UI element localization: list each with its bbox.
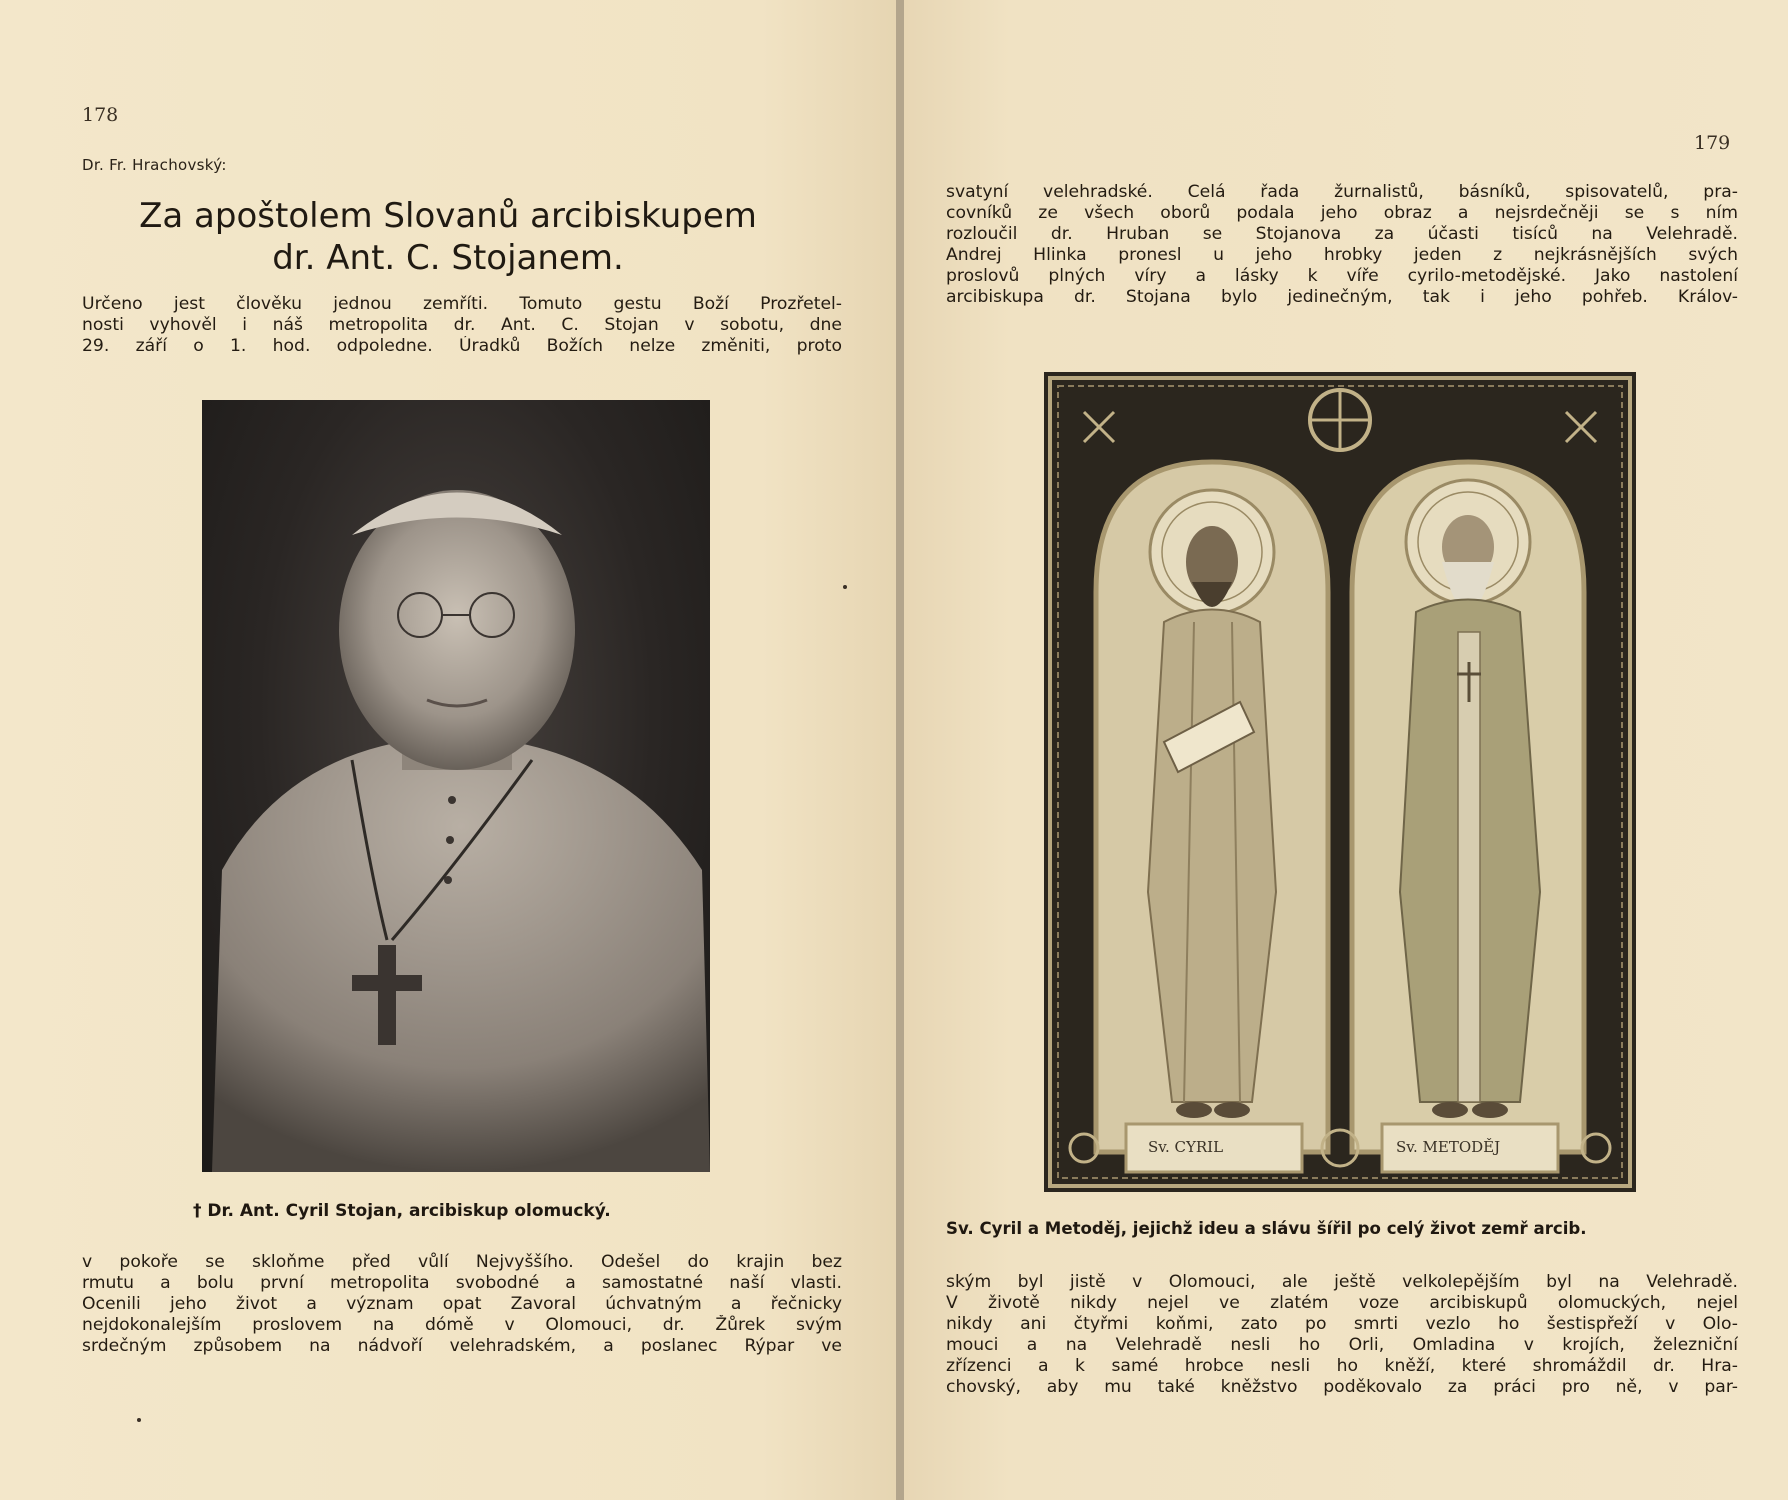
- text-line: zřízenci a k samé hrobce nesli ho kněží, které shromáždil dr. Hra-: [946, 1356, 1738, 1376]
- plate-caption: Sv. Cyril a Metoděj, jejichž ideu a slávu šířil po celý život zemř arcib.: [946, 1219, 1587, 1238]
- saints-plate-graphic: [1044, 372, 1636, 1192]
- text-line: Ocenili jeho život a význam opat Zavoral úchvatným a řečnicky: [82, 1294, 842, 1314]
- text-line: srdečným způsobem na nádvoří velehradském, a poslanec Rýpar ve: [82, 1336, 842, 1356]
- body-paragraph-right-top: [946, 182, 1738, 308]
- saints-icon-plate: [1044, 372, 1636, 1192]
- intro-paragraph: [82, 294, 842, 357]
- portrait-figure-graphic: [202, 400, 710, 1172]
- text-line: nosti vyhověl i náš metropolita dr. Ant. C. Stojan v sobotu, dne: [82, 315, 842, 335]
- page-number-left: 178: [82, 104, 119, 126]
- text-line: V životě nikdy nejel ve zlatém voze arcibiskupů olomuckých, nejel: [946, 1293, 1738, 1313]
- text-line: rmutu a bolu první metropolita svobodné a samostatné naší vlasti.: [82, 1273, 842, 1293]
- plate-label-metodej: Sv. METODĚJ: [1396, 1138, 1501, 1156]
- text-line: Andrej Hlinka pronesl u jeho hrobky jeden z nejkrásnějších svých: [946, 245, 1738, 265]
- text-line: chovský, aby mu také kněžstvo poděkovalo za práci pro ně, v par-: [946, 1377, 1738, 1397]
- photo-caption: † Dr. Ant. Cyril Stojan, arcibiskup olomucký.: [193, 1201, 611, 1221]
- text-line: 29. září o 1. hod. odpoledne. Úradků Božích nelze změniti, proto: [82, 336, 842, 356]
- body-paragraph-left: [82, 1252, 842, 1357]
- text-line: nejdokonalejším proslovem na dómě v Olomouci, dr. Žůrek svým: [82, 1315, 842, 1335]
- print-speck: [843, 585, 847, 589]
- body-paragraph-right-bottom: [946, 1272, 1738, 1398]
- portrait-photo: [202, 400, 710, 1172]
- page-number-right: 179: [1694, 132, 1731, 154]
- text-line: svatyní velehradské. Celá řada žurnalistů, básníků, spisovatelů, pra-: [946, 182, 1738, 202]
- author-line: Dr. Fr. Hrachovský:: [82, 156, 227, 174]
- plate-label-cyril: Sv. CYRIL: [1148, 1138, 1224, 1156]
- article-title-line-1: Za apoštolem Slovanů arcibiskupem: [139, 196, 757, 236]
- text-line: ským byl jistě v Olomouci, ale ještě velkolepějším byl na Velehradě.: [946, 1272, 1738, 1292]
- text-line: mouci a na Velehradě nesli ho Orli, Omladina v krojích, železniční: [946, 1335, 1738, 1355]
- article-title-line-2: dr. Ant. C. Stojanem.: [272, 238, 624, 278]
- text-line: covníků ze všech oborů podala jeho obraz a nejsrdečněji se s ním: [946, 203, 1738, 223]
- text-line: v pokoře se skloňme před vůlí Nejvyššího. Odešel do krajin bez: [82, 1252, 842, 1272]
- text-line: rozloučil dr. Hruban se Stojanova za účasti tisíců na Velehradě.: [946, 224, 1738, 244]
- text-line: proslovů plných víry a lásky k víře cyrilo-metodějské. Jako nastolení: [946, 266, 1738, 286]
- book-gutter: [896, 0, 904, 1500]
- text-line: arcibiskupa dr. Stojana bylo jedinečným, tak i jeho pohřeb. Králov-: [946, 287, 1738, 307]
- text-line: Určeno jest člověku jednou zemříti. Tomuto gestu Boží Prozřetel-: [82, 294, 842, 314]
- text-line: nikdy ani čtyřmi koňmi, zato po smrti vezlo ho šestispřeží v Olo-: [946, 1314, 1738, 1334]
- print-speck: [137, 1418, 141, 1422]
